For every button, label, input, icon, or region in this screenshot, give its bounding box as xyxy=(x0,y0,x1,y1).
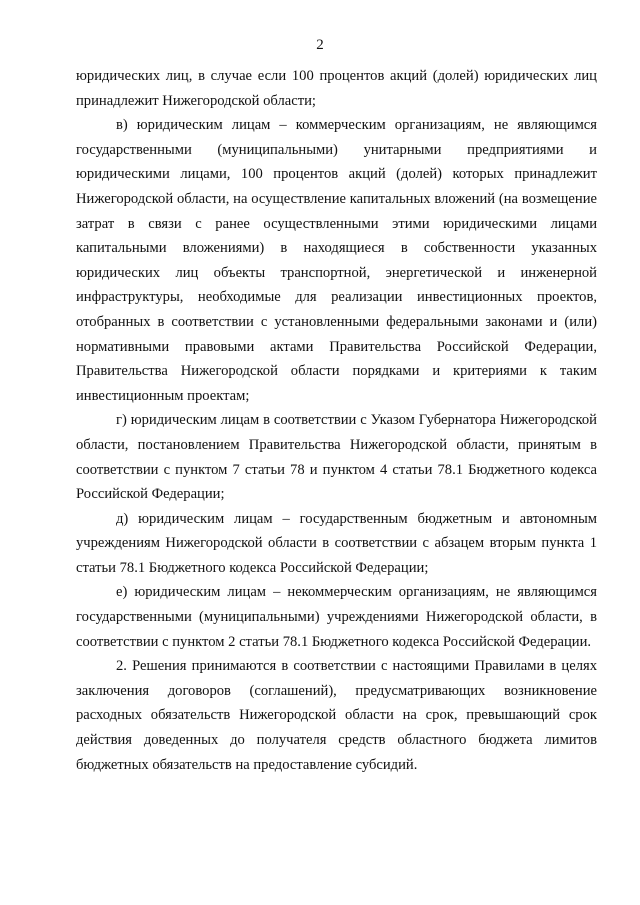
paragraph-item-g: г) юридическим лицам в соответствии с Указом Губернатора Нижегородской области, постановлением Правительства Нижегородской области, принятым в соответствии с пунктом 7 статьи 78 и пунктом 4 статьи 78.1 Бюджетного кодекса Российской Федерации; xyxy=(76,412,597,503)
paragraph-item-e: е) юридическим лицам – некоммерческим организациям, не являющимся государственными (муниципальными) учреждениями Нижегородской области, в соответствии с пунктом 2 статьи 78.1 Бюджетного кодекса Российской Федерации. xyxy=(76,584,597,650)
document-body xyxy=(76,64,597,777)
paragraph-section-2: 2. Решения принимаются в соответствии с настоящими Правилами в целях заключения договоров (соглашений), предусматривающих возникновение расходных обязательств Нижегородской области на срок, превышающий срок действия доведенных до получателя средств областного бюджета лимитов бюджетных обязательств на предоставление субсидий. xyxy=(76,658,597,773)
page-number: 2 xyxy=(316,37,324,53)
paragraph-item-v: в) юридическим лицам – коммерческим организациям, не являющимся государственными (муниципальными) унитарными предприятиями и юридическими лицами, 100 процентов акций (долей) которых принадлежит Нижегородской области, на осуществление капитальных вложений (на возмещение затрат в связи с ранее осуществленными этими юридическими лицами капитальными вложениями) в находящиеся в собственности указанных юридических лиц объекты транспортной, энергетической и инженерной инфраструктуры, необходимые для реализации инвестиционных проектов, отобранных в соответствии с установленными федеральными законами и (или) нормативными правовыми актами Правительства Российской Федерации, Правительства Нижегородской области порядками и критериями к таким инвестиционным проектам; xyxy=(76,117,597,404)
paragraph-item-d: д) юридическим лицам – государственным бюджетным и автономным учреждениям Нижегородской области в соответствии с абзацем вторым пункта 1 статьи 78.1 Бюджетного кодекса Российской Федерации; xyxy=(76,510,597,576)
paragraph-continuation: юридических лиц, в случае если 100 процентов акций (долей) юридических лиц принадлежит Нижегородской области; xyxy=(76,68,597,109)
